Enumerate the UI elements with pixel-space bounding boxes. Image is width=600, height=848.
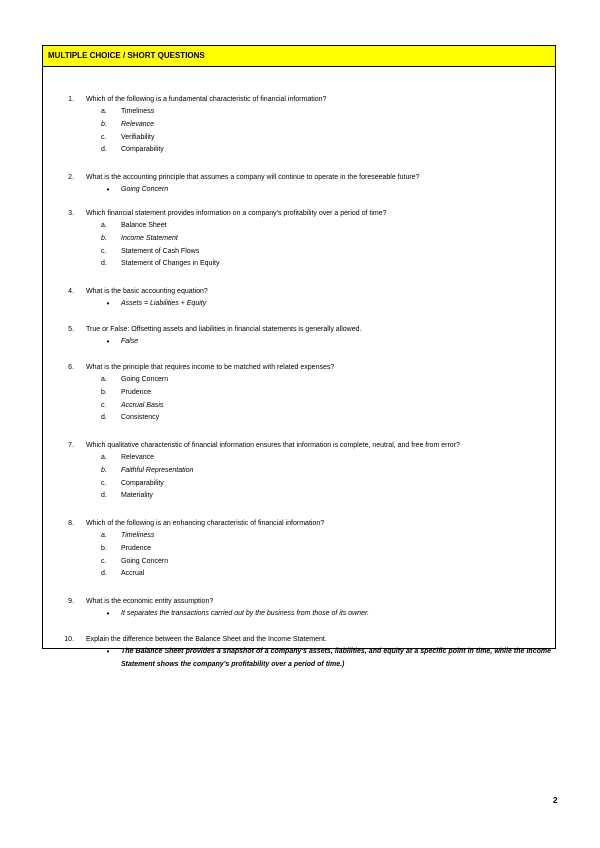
question-item <box>43 207 555 271</box>
answer-row <box>43 336 555 349</box>
option-label: b. <box>101 466 107 474</box>
option-text: Going Concern <box>121 557 169 565</box>
question-number: 10. <box>64 636 74 643</box>
answer-text: False <box>121 338 139 345</box>
option-label: b. <box>101 234 107 242</box>
bullet-icon: • <box>106 609 110 618</box>
option-label: c. <box>101 557 107 565</box>
answer-text: The Balance Sheet provides a snapshot of a company's assets, liabilities, and equity at a specific point in time, while the Income Statement shows the company's profitability over a period of time.) <box>121 648 551 668</box>
question-row <box>43 361 555 374</box>
answer-option <box>43 387 555 400</box>
question-row <box>43 171 555 184</box>
question-number: 6. <box>68 364 74 371</box>
option-text: Statement of Changes in Equity <box>121 260 220 268</box>
answer-option <box>43 220 555 233</box>
question-number: 9. <box>68 598 74 605</box>
answer-row <box>43 608 555 621</box>
questions-box <box>42 45 556 668</box>
option-text: Relevance <box>121 454 155 461</box>
question-number: 2. <box>68 174 74 181</box>
answer-text: Going Concern <box>121 186 169 193</box>
answer-option <box>43 478 555 491</box>
question-row <box>43 93 555 106</box>
option-text: Comparability <box>121 479 164 487</box>
option-text: Timeliness <box>121 108 155 115</box>
bullet-icon: • <box>106 185 110 194</box>
option-label: c. <box>101 401 107 409</box>
question-text: Which of the following is a fundamental characteristic of financial information? <box>86 96 327 103</box>
question-item <box>43 517 555 581</box>
answer-text: Assets = Liabilities + Equity <box>121 300 207 307</box>
question-row <box>43 285 555 298</box>
answer-option <box>43 490 555 503</box>
question-number: 4. <box>68 288 74 295</box>
question-text: Which of the following is an enhancing characteristic of financial information? <box>86 520 325 527</box>
answer-row <box>43 184 555 197</box>
answer-option <box>43 543 555 556</box>
question-row <box>43 595 555 608</box>
question-row <box>43 439 555 452</box>
question-number: 1. <box>68 96 74 103</box>
question-number: 5. <box>68 326 74 333</box>
question-item <box>43 633 555 668</box>
question-item <box>43 285 555 311</box>
answer-option <box>43 465 555 478</box>
question-item <box>43 171 555 197</box>
question-number: 7. <box>68 442 74 449</box>
answer-option <box>43 246 555 259</box>
option-label: d. <box>101 414 107 422</box>
option-text: Prudence <box>121 388 151 396</box>
answer-option <box>43 374 555 387</box>
question-item <box>43 439 555 503</box>
option-label: d. <box>101 146 107 154</box>
option-label: a. <box>101 222 107 229</box>
question-text: What is the economic entity assumption? <box>86 598 214 605</box>
question-row <box>43 633 555 646</box>
option-label: a. <box>101 454 107 461</box>
question-number: 3. <box>68 210 74 217</box>
answer-option <box>43 258 555 271</box>
question-item <box>43 93 555 157</box>
question-text: True or False: Offsetting assets and liabilities in financial statements is generally allowed. <box>86 326 362 333</box>
option-label: b. <box>101 544 107 552</box>
question-text: Which qualitative characteristic of financial information ensures that information is complete, neutral, and free from error? <box>86 442 460 449</box>
question-row <box>43 323 555 336</box>
question-number: 8. <box>68 520 74 527</box>
question-row <box>43 207 555 220</box>
question-row <box>43 517 555 530</box>
option-text: Comparability <box>121 146 164 154</box>
bullet-icon: • <box>106 647 110 656</box>
answer-option <box>43 119 555 132</box>
question-text: Which financial statement provides information on a company's profitability over a period of time? <box>86 210 387 217</box>
section-header: MULTIPLE CHOICE / SHORT QUESTIONS <box>43 46 555 67</box>
option-text: Accrual <box>121 570 145 578</box>
answer-option <box>43 412 555 425</box>
option-label: d. <box>101 492 107 500</box>
option-label: a. <box>101 108 107 115</box>
option-label: a. <box>101 532 107 539</box>
bullet-icon: • <box>106 299 110 308</box>
answer-option <box>43 144 555 157</box>
option-label: a. <box>101 376 107 383</box>
option-label: b. <box>101 388 107 396</box>
answer-row <box>43 298 555 311</box>
answer-option <box>43 530 555 543</box>
option-label: d. <box>101 570 107 578</box>
correct-option-text: Accrual Basis <box>121 401 164 409</box>
answer-option <box>43 400 555 413</box>
question-text: What is the basic accounting equation? <box>86 288 208 295</box>
question-item <box>43 595 555 621</box>
option-text: Consistency <box>121 414 160 422</box>
option-text: Statement of Cash Flows <box>121 247 200 255</box>
answer-row <box>43 646 555 668</box>
question-item <box>43 361 555 425</box>
option-label: c. <box>101 479 107 487</box>
question-text: What is the accounting principle that assumes a company will continue to operate in the foreseeable future? <box>86 174 420 181</box>
option-label: c. <box>101 133 107 141</box>
option-text: Going Concern <box>121 376 169 383</box>
answer-option <box>43 568 555 581</box>
option-label: b. <box>101 120 107 128</box>
bullet-icon: • <box>106 337 110 346</box>
question-item <box>43 323 555 349</box>
answer-option <box>43 556 555 569</box>
correct-option-text: Faithful Representation <box>121 466 194 474</box>
answer-option <box>43 106 555 119</box>
question-text: What is the principle that requires income to be matched with related expenses? <box>86 364 335 371</box>
correct-option-text: Timeliness <box>121 532 155 539</box>
page-number: 2 <box>553 796 558 805</box>
option-text: Prudence <box>121 544 151 552</box>
answer-text: It separates the transactions carried out by the business from those of its owner. <box>121 610 369 617</box>
answer-option <box>43 233 555 246</box>
answer-option <box>43 132 555 145</box>
answer-option <box>43 452 555 465</box>
option-label: d. <box>101 260 107 268</box>
option-text: Materiality <box>121 492 153 500</box>
question-text: Explain the difference between the Balance Sheet and the Income Statement. <box>86 636 327 643</box>
option-text: Balance Sheet <box>121 222 167 229</box>
correct-option-text: Income Statement <box>121 234 178 242</box>
option-text: Verifiability <box>121 133 155 141</box>
correct-option-text: Relevance <box>121 120 155 128</box>
option-label: c. <box>101 247 107 255</box>
